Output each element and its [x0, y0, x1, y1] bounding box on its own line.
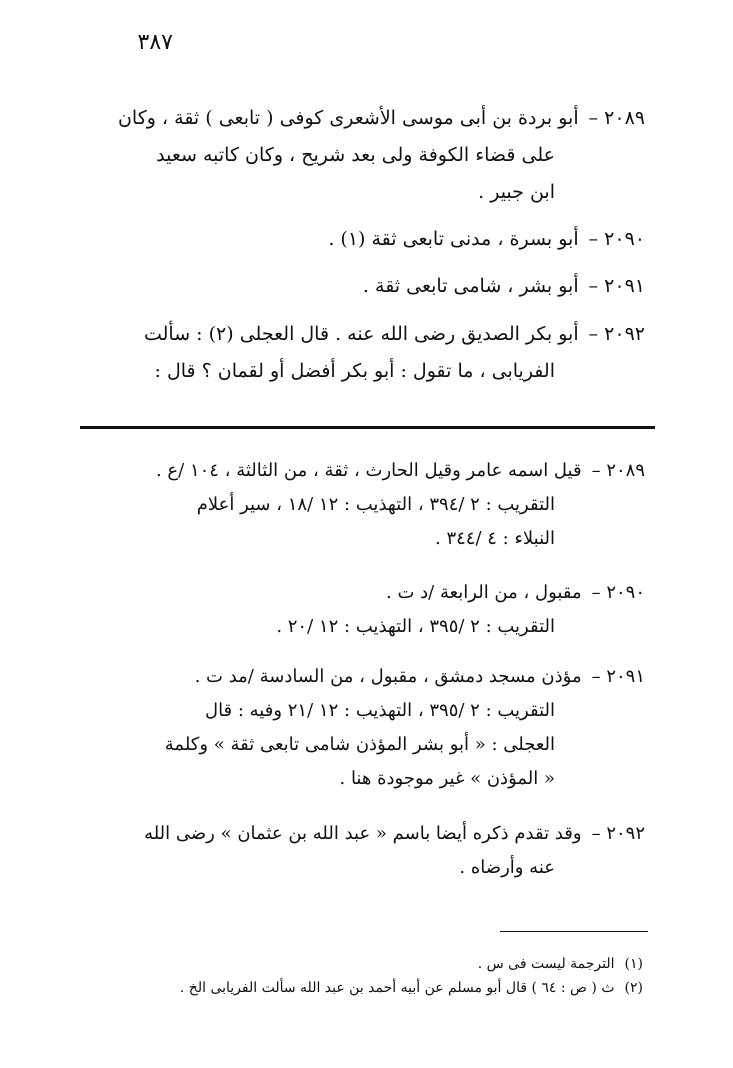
entry-line: أبو بكر الصديق رضى الله عنه . قال العجلى (٢) : سألت: [143, 323, 579, 345]
note-2089: [85, 454, 645, 556]
note-number: ٢٠٩٠ –: [591, 582, 645, 603]
entry-2089: [85, 100, 645, 211]
page-number: ٣٨٧: [137, 30, 173, 55]
footnote-2: [83, 976, 643, 1000]
note-number: ٢٠٨٩ –: [591, 460, 645, 481]
footnote-text: ث ( ص : ٦٤ ) قال أبو مسلم عن أبيه أحمد بن عبد الله سألت الفريابى الخ .: [179, 980, 615, 996]
note-line: مؤذن مسجد دمشق ، مقبول ، من السادسة /مد ت .: [194, 666, 582, 687]
note-number: ٢٠٩١ –: [591, 666, 645, 687]
footnote-number: (٢): [624, 980, 643, 996]
note-line: مقبول ، من الرابعة /د ت .: [386, 582, 582, 603]
note-line: « المؤذن » غير موجودة هنا .: [339, 768, 555, 789]
entry-line: أبو بردة بن أبى موسى الأشعرى كوفى ( تابعى ) ثقة ، وكان: [117, 107, 579, 129]
footnote-number: (١): [624, 956, 643, 972]
note-line: النبلاء : ٤ /٣٤٤ .: [435, 528, 555, 549]
note-line: العجلى : « أبو بشر المؤذن شامى تابعى ثقة » وكلمة: [164, 734, 555, 755]
footnote-text: الترجمة ليست فى س .: [477, 956, 615, 972]
note-line: التقريب : ٢ /٣٩٥ ، التهذيب : ١٢ /٢١ وفيه : قال: [204, 700, 555, 721]
entry-line: أبو بسرة ، مدنى تابعى ثقة (١) .: [328, 228, 579, 250]
note-line: التقريب : ٢ /٣٩٥ ، التهذيب : ١٢ /٢٠ .: [276, 616, 555, 637]
entry-2090: [85, 221, 645, 258]
entry-number: ٢٠٩١ –: [588, 275, 645, 297]
note-2090: [85, 576, 645, 644]
footnote-1: [83, 952, 643, 976]
entry-line: الفريابى ، ما تقول : أبو بكر أفضل أو لقمان ؟ قال :: [154, 360, 555, 382]
entry-number: ٢٠٩٠ –: [588, 228, 645, 250]
note-line: قيل اسمه عامر وقيل الحارث ، ثقة ، من الثالثة ، ١٠٤ /ع .: [155, 460, 582, 481]
entry-2091: [85, 268, 645, 305]
note-2092: [85, 817, 645, 885]
note-2091: [85, 660, 645, 796]
note-line: وقد تقدم ذكره أيضا باسم « عبد الله بن عثمان » رضى الله: [144, 823, 582, 844]
entry-line: ابن جبير .: [478, 181, 555, 203]
entry-line: أبو بشر ، شامى تابعى ثقة .: [362, 275, 579, 297]
entry-number: ٢٠٨٩ –: [588, 107, 645, 129]
note-line: التقريب : ٢ /٣٩٤ ، التهذيب : ١٢ /١٨ ، سير أعلام: [196, 494, 555, 515]
note-number: ٢٠٩٢ –: [591, 823, 645, 844]
note-line: عنه وأرضاه .: [459, 857, 555, 878]
entry-2092: [85, 316, 645, 390]
entry-number: ٢٠٩٢ –: [588, 323, 645, 345]
footnote-divider: [500, 931, 648, 932]
entry-line: على قضاء الكوفة ولى بعد شريح ، وكان كاتبه سعيد: [156, 144, 555, 166]
section-divider: [80, 426, 655, 429]
